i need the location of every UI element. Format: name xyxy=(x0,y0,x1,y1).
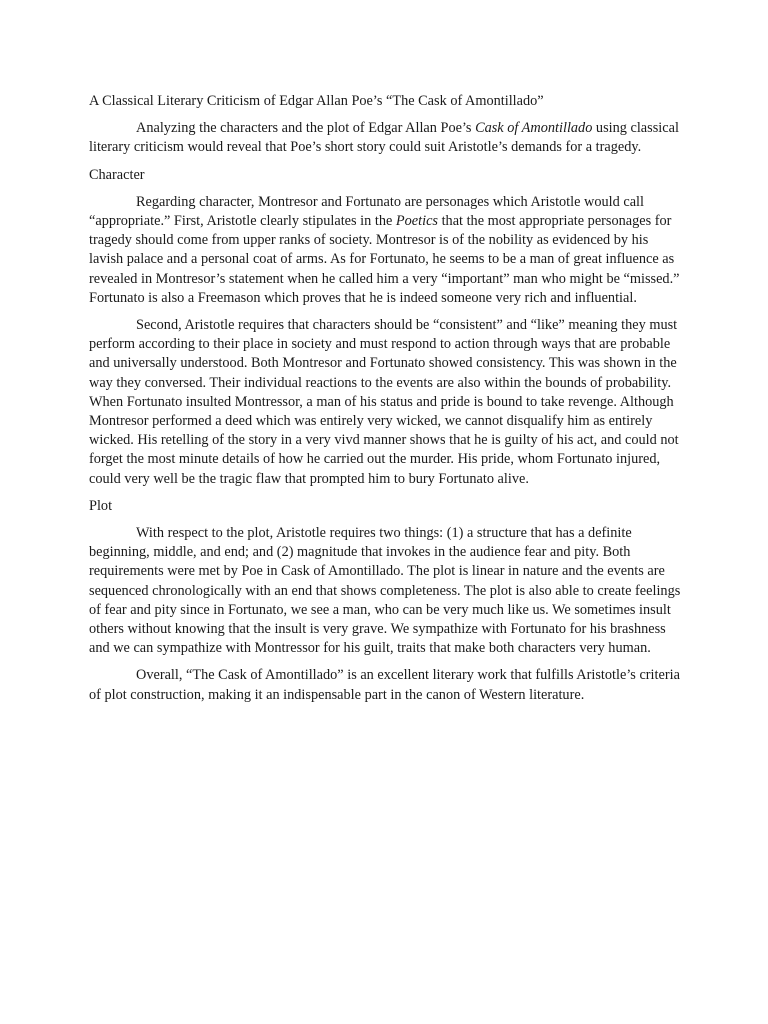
intro-paragraph xyxy=(89,119,681,157)
plot-paragraph-2: Overall, “The Cask of Amontillado” is an excellent literary work that fulfills Aristotle’s criteria of plot construction, making it an indispensable part in the canon of Western literature. xyxy=(89,667,680,703)
document-title: A Classical Literary Criticism of Edgar Allan Poe’s “The Cask of Amontillado” xyxy=(89,93,544,109)
intro-text-2: using classical literary criticism would reveal that Poe’s short story could suit Aristotle’s demands for a tragedy. xyxy=(89,120,679,156)
character-p1-text-2: that the most appropriate personages for tragedy should come from upper ranks of society. Montresor is of the nobility as evidenced by his lavish palace and a personal coat of arms. As for Fortunato, he seems to be a man of great influence as revealed in Montresor’s statement when he called him a very “important” man who might be “missed.” Fortunato is also a Freemason which proves that he is indeed someone very rich and influential. xyxy=(89,213,680,306)
document-body xyxy=(89,92,681,713)
character-p1-text-1: Regarding character, Montresor and Fortunato are personages which Aristotle would call “appropriate.” First, Aristotle clearly stipulates in the xyxy=(89,193,644,230)
intro-italic-title: Cask of Amontillado xyxy=(475,120,593,137)
character-paragraph-1 xyxy=(89,193,681,308)
character-paragraph-2: Second, Aristotle requires that characters should be “consistent” and “like” meaning they must perform according to their place in society and must respond to action through ways that are probable and universally understood. Both Montresor and Fortunato showed consistency. This was shown in the way they conversed. Their individual reactions to the events are also within the bounds of probability. When Fortunato insulted Montressor, a man of his status and pride is bound to take revenge. Although Montresor performed a deed which was entirely very wicked, we cannot disqualify him as entirely wicked. His retelling of the story in a very vivd manner shows that he is guilty of his act, and could not forget the most minute details of how he carried out the murder. His pride, whom Fortunato injured, could very well be the tragic flaw that prompted him to bury Fortunato alive. xyxy=(89,317,679,487)
section-heading-character: Character xyxy=(89,166,145,183)
plot-paragraph-1: With respect to the plot, Aristotle requires two things: (1) a structure that has a definite beginning, middle, and end; and (2) magnitude that invokes in the audience fear and pity. Both requirements were met by Poe in Cask of Amontillado. The plot is linear in nature and the events are sequenced chronologically with an end that shows completeness. The plot is also able to create feelings of fear and pity since in Fortunato, we see a man, who can be very much like us. We sometimes insult others without knowing that the insult is very grave. We sympathize with Fortunato for his brashness and we can sympathize with Montressor for his guilt, traits that make both characters very human. xyxy=(89,525,681,657)
section-heading-plot: Plot xyxy=(89,497,113,514)
intro-text-1: Analyzing the characters and the plot of Edgar Allan Poe’s xyxy=(136,120,476,137)
character-p1-italic: Poetics xyxy=(395,213,438,230)
